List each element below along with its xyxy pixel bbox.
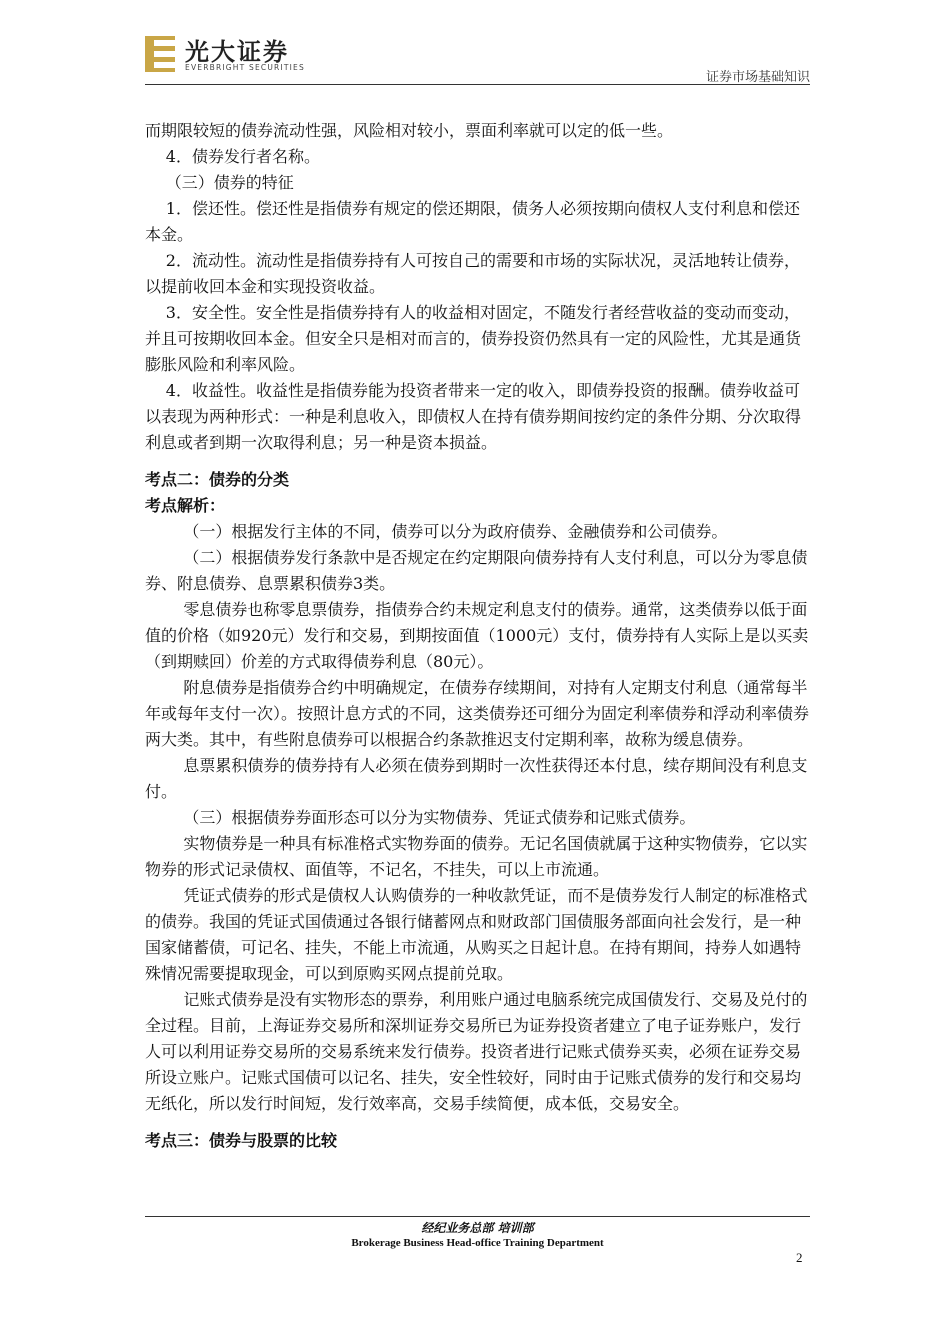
page-footer — [145, 1216, 810, 1249]
everbright-logo — [145, 28, 345, 78]
body-paragraph: 3．安全性。安全性是指债券持有人的收益相对固定，不随发行者经营收益的变动而变动，并且可按期收回本金。但安全只是相对而言的，债券投资仍然具有一定的风险性，尤其是通货膨胀风险和利率风险。 — [145, 303, 802, 374]
logo-text-english: EVERBRIGHT SECURITIES — [185, 63, 305, 72]
body-paragraph: （一）根据发行主体的不同，债券可以分为政府债券、金融债券和公司债券。 — [183, 522, 728, 541]
body-paragraph: 而期限较短的债券流动性强，风险相对较小，票面利率就可以定的低一些。 — [145, 121, 674, 140]
body-paragraph: 记账式债券是没有实物形态的票券，利用账户通过电脑系统完成国债发行、交易及兑付的全过程。目前，上海证券交易所和深圳证券交易所已为证券投资者建立了电子证券账户，发行人可以利用证券交易所的交易系统来发行债券。投资者进行记账式债券买卖，必须在证券交易所设立账户。记账式国债可以记名、挂失，安全性较好，同时由于记账式债券的发行和交易均无纸化，所以发行时间短，发行效率高，交易手续简便，成本低，交易安全。 — [145, 990, 808, 1113]
footer-department-cn: 经纪业务总部 培训部 — [421, 1221, 534, 1235]
footer-department-en: Brokerage Business Head-office Training Department — [351, 1237, 604, 1249]
body-paragraph: （三）债券的特征 — [165, 173, 294, 192]
header-divider — [145, 84, 810, 85]
document-body — [145, 118, 810, 1154]
section-heading: 考点二：债券的分类 — [145, 470, 290, 489]
page-header — [145, 28, 810, 88]
body-paragraph: 2．流动性。流动性是指债券持有人可按自己的需要和市场的实际状况，灵活地转让债券，以提前收回本金和实现投资收益。 — [145, 251, 800, 296]
body-paragraph: 实物债券是一种具有标准格式实物券面的债券。无记名国债就属于这种实物债券，它以实物券的形式记录债权、面值等，不记名，不挂失，可以上市流通。 — [145, 834, 808, 879]
everbright-logo-icon — [145, 36, 175, 72]
section-title: 证券市场基础知识 — [705, 70, 810, 85]
body-paragraph: 4．债券发行者名称。 — [165, 147, 320, 166]
body-paragraph: （三）根据债券券面形态可以分为实物债券、凭证式债券和记账式债券。 — [183, 808, 696, 827]
body-paragraph: 1．偿还性。偿还性是指债券有规定的偿还期限，债务人必须按期向债权人支付利息和偿还本金。 — [145, 199, 800, 244]
page-number: 2 — [796, 1250, 803, 1265]
footer-divider — [145, 1216, 810, 1217]
body-paragraph: 4．收益性。收益性是指债券能为投资者带来一定的收入，即债券投资的报酬。债券收益可以表现为两种形式：一种是利息收入，即债权人在持有债券期间按约定的条件分期、分次取得利息或者到期一次取得利息；另一种是资本损益。 — [145, 381, 802, 452]
body-paragraph: 息票累积债券的债券持有人必须在债券到期时一次性获得还本付息，续存期间没有利息支付。 — [145, 756, 808, 801]
body-paragraph: （二）根据债券发行条款中是否规定在约定期限向债券持有人支付利息，可以分为零息债券、附息债券、息票累积债券3类。 — [145, 548, 808, 593]
body-paragraph: 附息债券是指债券合约中明确规定，在债券存续期间，对持有人定期支付利息（通常每半年或每年支付一次）。按照计息方式的不同，这类债券还可细分为固定利率债券和浮动利率债券两大类。其中，有些附息债券可以根据合约条款推迟支付定期利率，故称为缓息债券。 — [145, 678, 810, 749]
section-heading: 考点解析： — [145, 496, 226, 515]
logo-text-chinese: 光大证券 — [185, 38, 289, 66]
body-paragraph: 凭证式债券的形式是债权人认购债券的一种收款凭证，而不是债券发行人制定的标准格式的债券。我国的凭证式国债通过各银行储蓄网点和财政部门国债服务部面向社会发行，是一种国家储蓄债，可记名、挂失，不能上市流通，从购买之日起计息。在持有期间，持券人如遇特殊情况需要提取现金，可以到原购买网点提前兑取。 — [145, 886, 808, 983]
body-paragraph: 零息债券也称零息票债券，指债券合约未规定利息支付的债券。通常，这类债券以低于面值的价格（如920元）发行和交易，到期按面值（1000元）支付，债券持有人实际上是以买卖（到期赎回）价差的方式取得债券利息（80元）。 — [145, 600, 809, 671]
section-heading: 考点三：债券与股票的比较 — [145, 1131, 338, 1150]
